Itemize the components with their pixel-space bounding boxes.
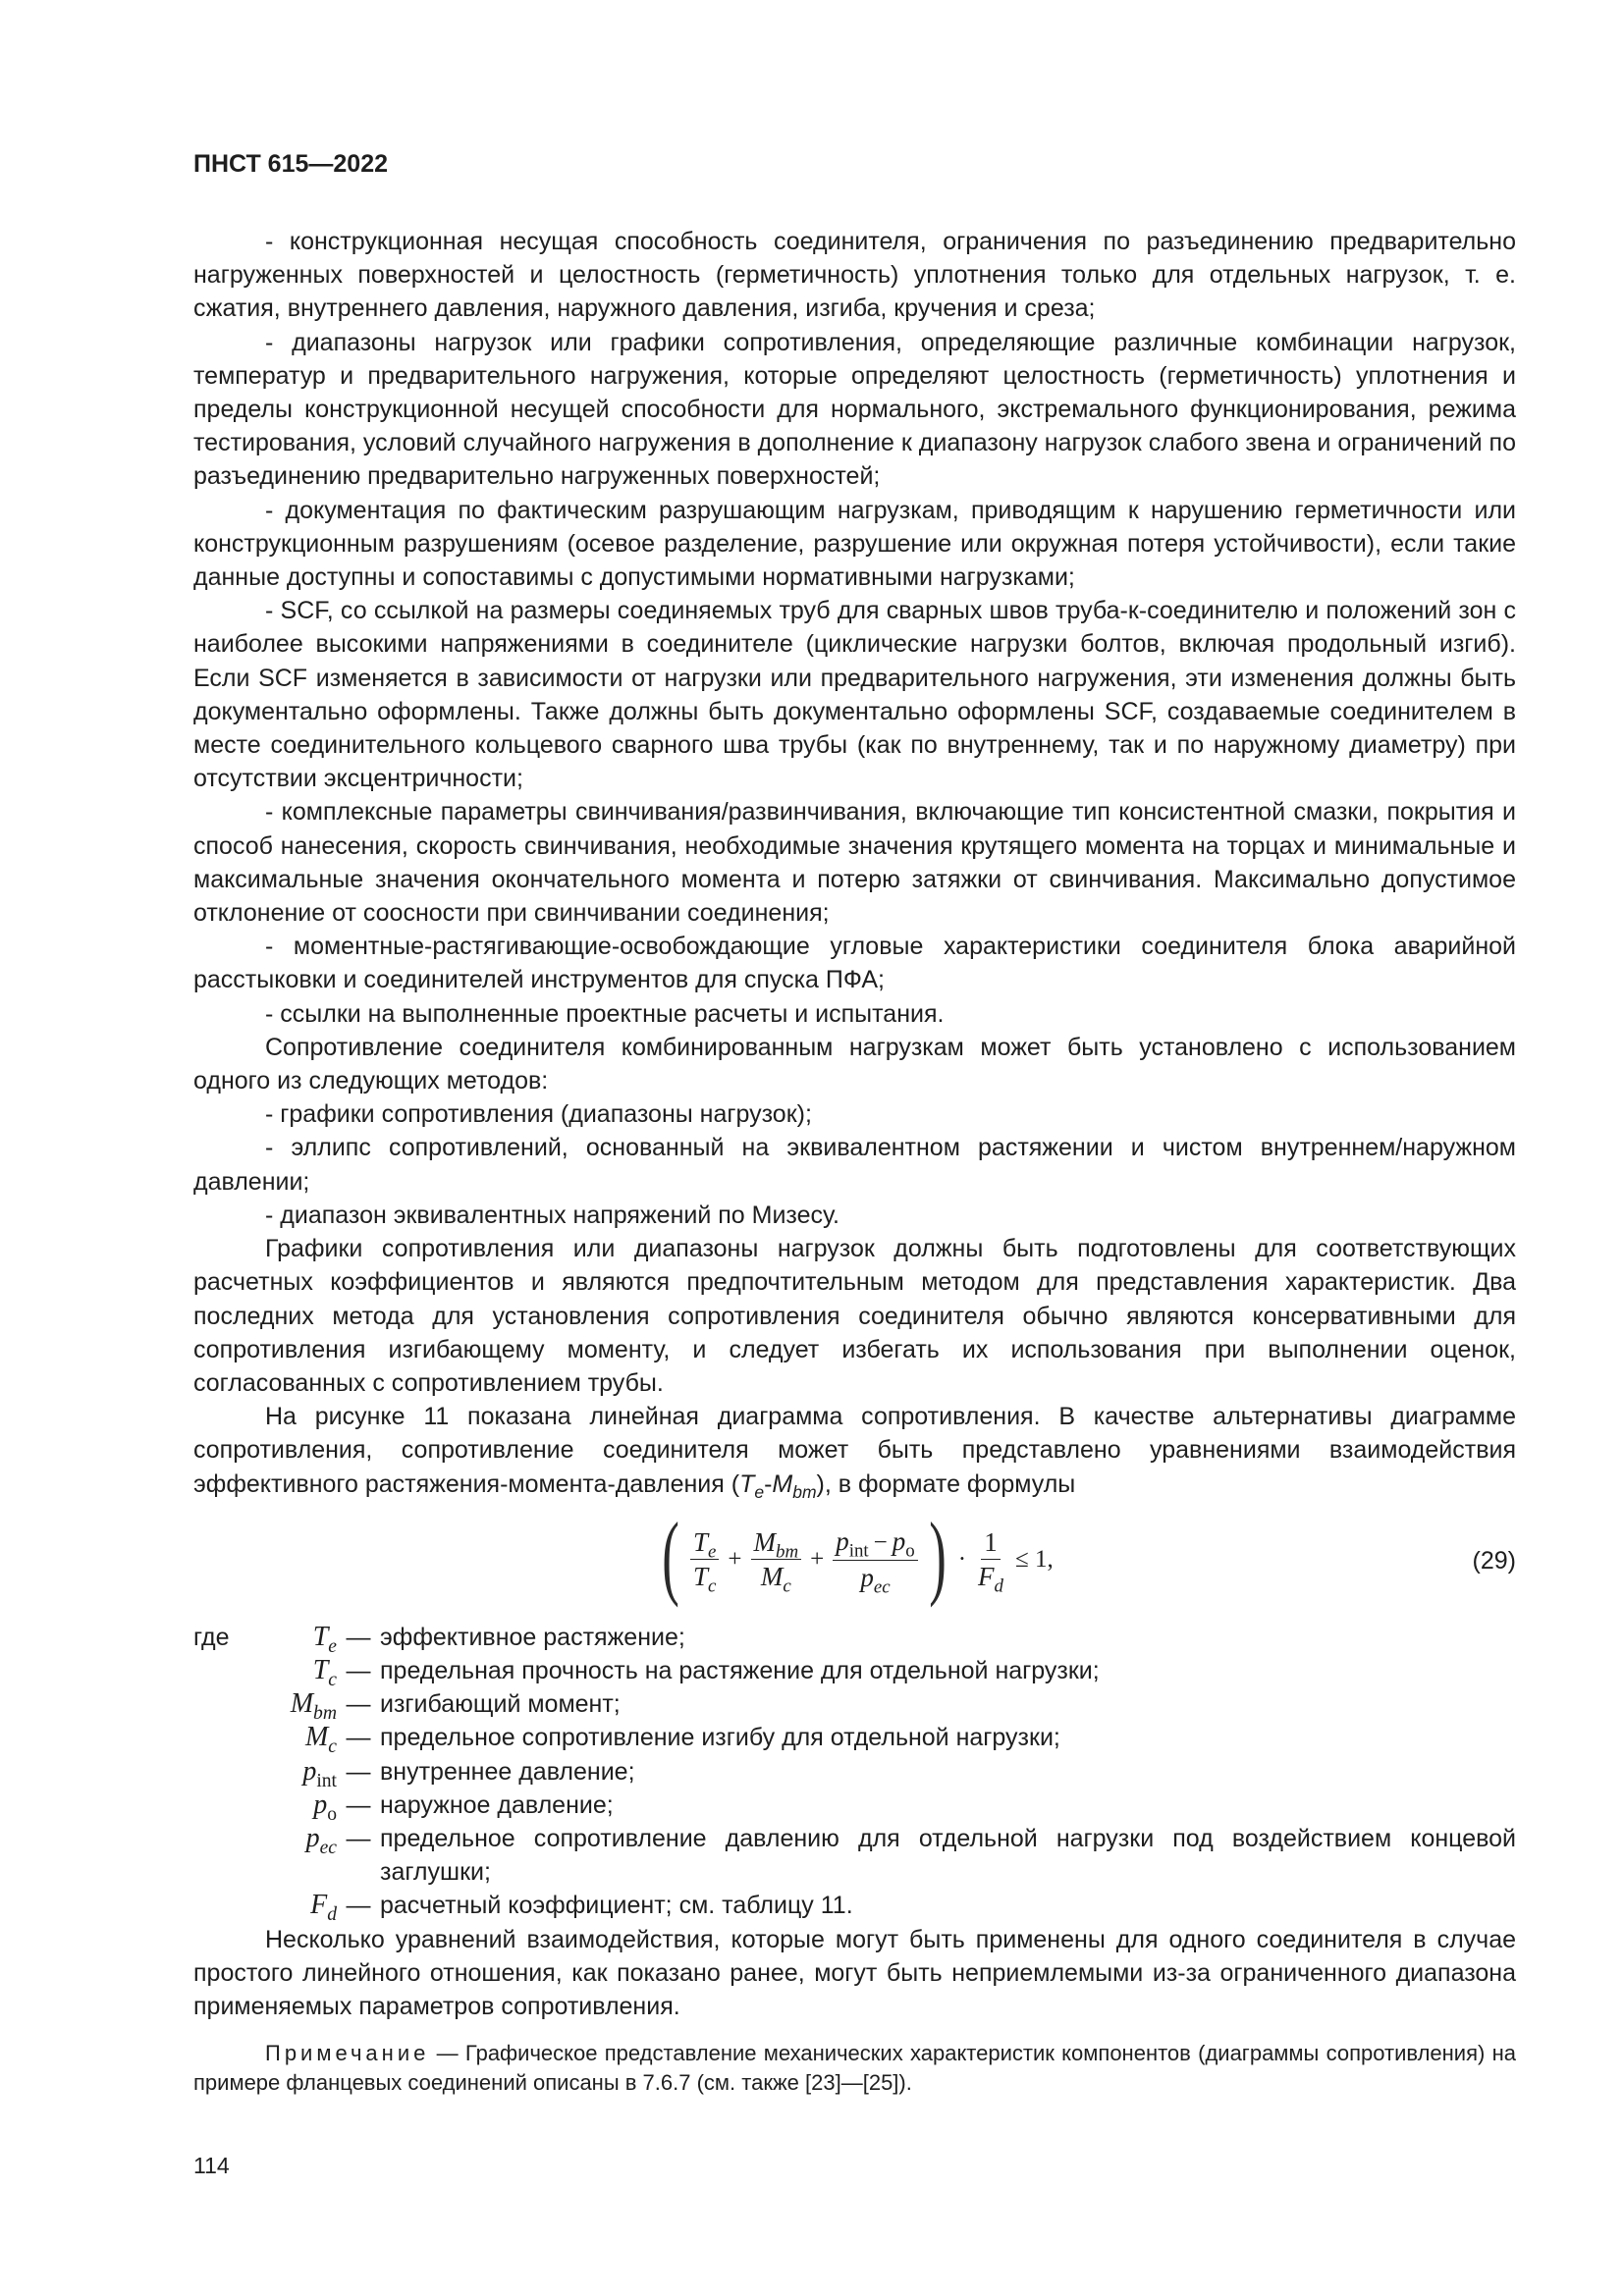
definition-row: $M_{bm}$ — изгибающий момент; [290, 1688, 621, 1724]
paragraph: - комплексные параметры свинчивания/развинчивания, включающие тип консистентной смазки, покрытия и способ нанесения, скорость свинчивания, необходимые значения крутящего момента на торцах и минимальные и максимальные значения окончательного момента и потерю затяжки от свинчивания. Максимально допустимое отклонение от соосности при свинчивании соединения; [193, 798, 1516, 928]
note-label: Примечание [265, 2041, 430, 2066]
where-label: где [193, 1623, 230, 1651]
paragraph: - ссылки на выполненные проектные расчеты и испытания. [265, 999, 945, 1028]
definition-row: $F_d$ — расчетный коэффициент; см. таблицу 11. [310, 1890, 853, 1926]
paragraph: Графики сопротивления или диапазоны нагрузок должны быть подготовлены для соответствующих расчетных коэффициентов и являются предпочтительным методом для представления характеристик. Два последних метода для установления сопротивления соединителя обычно являются консервативными для сопротивления изгибающему моменту, и следует избегать их использования при выполнении оценок, согласованных с сопротивлением трубы. [193, 1235, 1516, 1397]
paragraph: - эллипс сопротивлений, основанный на эквивалентном растяжении и чистом внутреннем/наружном давлении; [193, 1134, 1516, 1196]
fraction-tension: $\frac{T_e}{T_c}$ [690, 1525, 719, 1593]
paragraph: - документация по фактическим разрушающим нагрузкам, приводящим к нарушению герметичности или конструкционным разрушениям (осевое разделение, разрушение или окружная потеря устойчивости), если такие данные доступны и сопоставимы с допустимыми нормативными нагрузками; [193, 496, 1516, 592]
paragraph: Сопротивление соединителя комбинированным нагрузкам может быть установлено с использованием одного из следующих методов: [193, 1033, 1516, 1095]
paragraph: - диапазоны нагрузок или графики сопротивления, определяющие различные комбинации нагрузок, температур и предварительного нагружения, которые определяют целостность (герметичность) уплотнения и пределы конструкционной несущей способности для нормального, экстремального функционирования, режима тестирования, условий случайного нагружения в дополнение к диапазону нагрузок слабого звена и ограничений по разъединению предварительно нагруженных поверхностей; [193, 328, 1516, 491]
equation-number: (29) [1472, 1546, 1516, 1575]
definition-row: где $T_e$ — эффективное растяжение; [193, 1621, 685, 1657]
fraction-pressure: $\frac{p_{int} - p_o}{p_{ec}}$ [833, 1524, 918, 1594]
definition-row: $p_{int}$ — внутреннее давление; [302, 1755, 635, 1791]
note [193, 2039, 1516, 2098]
paragraph: - диапазон эквивалентных напряжений по Мизесу. [265, 1201, 839, 1229]
document-header: ПНСТ 615—2022 [193, 150, 388, 178]
symbol-definitions [193, 1621, 1516, 1926]
paragraph: - графики сопротивления (диапазоны нагрузок); [265, 1100, 812, 1129]
closing-paragraph: Несколько уравнений взаимодействия, которые могут быть применены для одного соединителя в случае простого линейного отношения, как показано ранее, могут быть неприемлемыми из-за ограниченного диапазона применяемых параметров сопротивления. [193, 1925, 1516, 2020]
page-number: 114 [193, 2153, 230, 2178]
fraction-moment: $\frac{M_{bm}}{M_c}$ [751, 1525, 802, 1593]
inequality: ≤ 1, [1014, 1545, 1054, 1573]
definition-row: $T_c$ — предельная прочность на растяжение для отдельной нагрузки; [312, 1654, 1100, 1690]
formula-29 [193, 1502, 1516, 1613]
definition-row: $p_{ec}$ — предельное сопротивление давлению для отдельной нагрузки под воздействием концевой заглушки; [305, 1822, 1516, 1887]
note-text: — Графическое представление механических характеристик компонентов (диаграммы сопротивления) на примере фланцевых соединений описаны в 7.6.7 (см. также [23]—[25]). [193, 2041, 1516, 2096]
definition-row: $p_o$ — наружное давление; [313, 1789, 614, 1825]
right-paren: ) [928, 1502, 947, 1608]
fraction-design-factor: $\frac{1}{F_d}$ [978, 1527, 1003, 1597]
formula-expression: ( $\frac{T_e}{T_c}$ + $\frac{M_{bm}}{M_c}$ + $\frac{p_{int} - p_o}{p_{ec}}$ ) · $\frac{1}{F_d}$ ≤ 1, [662, 1502, 1054, 1608]
document-body [193, 225, 1516, 2098]
intro-paragraph: На рисунке 11 показана линейная диаграмма сопротивления. В качестве альтернативы диаграмме сопротивления, сопротивление соединителя может быть представлено уравнениями взаимодействия эффективного растяжения-момента-давления $(T_e-M_{bm})$, в формате формулы [193, 1403, 1516, 1502]
paragraph: - SCF, со ссылкой на размеры соединяемых труб для сварных швов труба-к-соединителю и положений зон с наиболее высокими напряжениями в соединителе (циклические нагрузки болтов, включая продольный изгиб). Если SCF изменяется в зависимости от нагрузки или предварительного нагружения, эти изменения должны быть документально оформлены. Также должны быть документально оформлены SCF, создаваемые соединителем в месте соединительного кольцевого сварного шва трубы (как по внутреннему, так и по наружному диаметру) при отсутствии эксцентричности; [193, 597, 1516, 793]
paragraph: - конструкционная несущая способность соединителя, ограничения по разъединению предварительно нагруженных поверхностей и целостность (герметичность) уплотнения только для отдельных нагрузок, т. е. сжатия, внутреннего давления, наружного давления, изгиба, кручения и среза; [193, 228, 1516, 323]
definition-row: $M_c$ — предельное сопротивление изгибу для отдельной нагрузки; [304, 1722, 1060, 1758]
left-paren: ( [662, 1502, 679, 1608]
paragraph: - моментные-растягивающие-освобождающие угловые характеристики соединителя блока аварийной расстыковки и соединителей инструментов для спуска ПФА; [193, 933, 1516, 994]
